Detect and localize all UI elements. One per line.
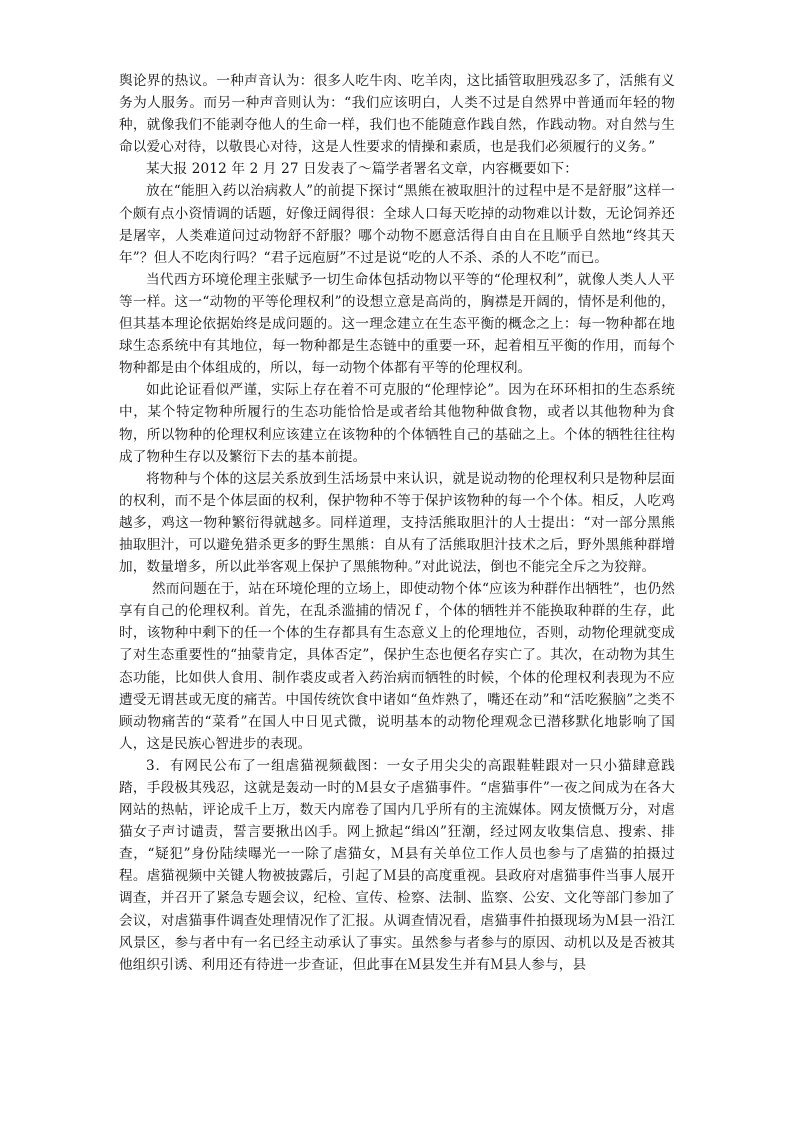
- document-body: [119, 70, 675, 976]
- paragraph-public-debate: 舆论界的热议。一种声音认为：很多人吃牛肉、吃羊肉，这比插管取胆残忍多了，活熊有义务为人服务。而另一种声音则认为：“我们应该明白，人类不过是自然界中普通而年轻的物种，就像我们不能剥夺他人的生命一样，我们也不能随意作践自然，作践动物。对自然与生命以爱心对待，以敬畏心对待，这是人性要求的情操和素质，也是我们必须履行的义务。”: [119, 73, 675, 156]
- paragraph-species-vs-individual: 将物种与个体的这层关系放到生活场景中来认识，就是说动物的伦理权利只是物种层面的权利，而不是个体层面的权利，保护物种不等于保护该物种的每一个个体。相反，人吃鸡越多，鸡这一物种繁衍得就越多。同样道理，支持活熊取胆汁的人士提出：“对一部分黑熊抽取胆汁，可以避免猎杀更多的野生黑熊：自从有了活熊取胆汁技术之后，野外黑熊种群增加，数量增多，所以此举客观上保护了黑熊物种。”对此说法，倒也不能完全斥之为狡辩。: [119, 470, 675, 576]
- paragraph-individual-rights: 然而问题在于，站在环境伦理的立场上，即使动物个体“应该为种群作出牺牲”，也仍然享有自己的伦理权利。首先，在乱杀滥捕的情况ｆ，个体的牺牲并不能换取种群的生存，此时，该物种中剩下的任一个体的生存都具有生态意义上的伦理地位，否则，动物伦理就变成了对生态重要性的“抽蒙肯定，具体否定”，保护生态也便名存实亡了。其次，在动物为其生态功能，比如供人食用、制作裘皮或者入药治病而牺牲的时候，个体的伦理权利表现为不应遭受无谓甚或无度的痛苦。中国传统饮食中诸如“鱼炸熟了，嘴还在动”和“活吃猴脑”之类不顾动物痛苦的“菜肴”在国人中日见式微，说明基本的动物伦理观念已潜移默化地影响了国人，这是民族心智进步的表现。: [119, 581, 675, 752]
- paragraph-newspaper-intro: 某大报 2012 年 2 月 27 日发表了～篇学者署名文章，内容概要如下：: [146, 161, 579, 178]
- paragraph-ethical-rights: 当代西方环境伦理主张赋予一切生命体包括动物以平等的“伦理权利”，就像人类人人平等一样。这一“动物的平等伦理权利”的设想立意是高尚的，胸襟是开阔的，情怀是利他的，但其基本理论依据始终是成问题的。这一理念建立在生态平衡的概念之上：每一物种都在地球生态系统中有其地位，每一物种都是生态链中的重要一环，起着相互平衡的作用，而每个物种都是由个体组成的，所以，每一动物个体都有平等的伦理权利。: [119, 271, 675, 377]
- paragraph-bear-bile-premise: 放在“能胆入药以治病救人”的前提下探讨“黑熊在被取胆汁的过程中是不是舒服”这样一个颇有点小资情调的话题，好像迂阔得很：全球人口每天吃掉的动物难以计数，无论饲养还是屠宰，人类难道问过动物舒不舒服？哪个动物不愿意活得自由自在且顺乎自然地“终其天年”？但人不吃肉行吗？“君子远庖厨”不过是说“吃的人不杀、杀的人不吃”而已。: [119, 183, 675, 266]
- paragraph-ethical-paradox: 如此论证看似严谨，实际上存在着不可克服的“伦理悖论”。因为在环环相扣的生态系统中，某个特定物种所履行的生态功能恰恰是或者给其他物种做食物，或者以其他物种为食物，所以物种的伦理权利应该建立在该物种的个体牺牲自己的基础之上。个体的牺牲往往构成了物种生存以及繁衍下去的基本前提。: [119, 382, 675, 465]
- paragraph-cat-abuse-case: 3．有网民公布了一组虐猫视频截图：一女子用尖尖的高跟鞋鞋跟对一只小猫肆意践踏，手段极其残忍，这就是轰动一时的Ｍ县女子虐猫事件。“虐猫事件”一夜之间成为在各大网站的热帖，评论成千上万，数天内席卷了国内几乎所有的主流媒体。网友愤慨万分，对虐猫女子声讨谴责，誓言要揪出凶手。网上掀起“缉凶”狂潮，经过网友收集信息、搜索、排查，“疑犯”身份陆续曝光一一除了虐猫女，Ｍ县有关单位工作人员也参与了虐猫的拍摄过程。虐猫视频中关键人物被披露后，引起了Ｍ县的高度重视。县政府对虐猫事件当事人展开调查，并召开了紧急专题会议，纪检、宣传、检察、法制、监察、公安、文化等部门参加了会议，对虐猫事件调查处理情况作了汇报。从调查情况看，虐猫事件拍摄现场为Ｍ县一沿江风景区，参与者中有一名已经主动承认了事实。虽然参与者参与的原因、动机以及是否被其他组织引诱、利用还有待进一步查证，但此事在Ｍ县发生并有Ｍ县人参与，县: [119, 757, 675, 973]
